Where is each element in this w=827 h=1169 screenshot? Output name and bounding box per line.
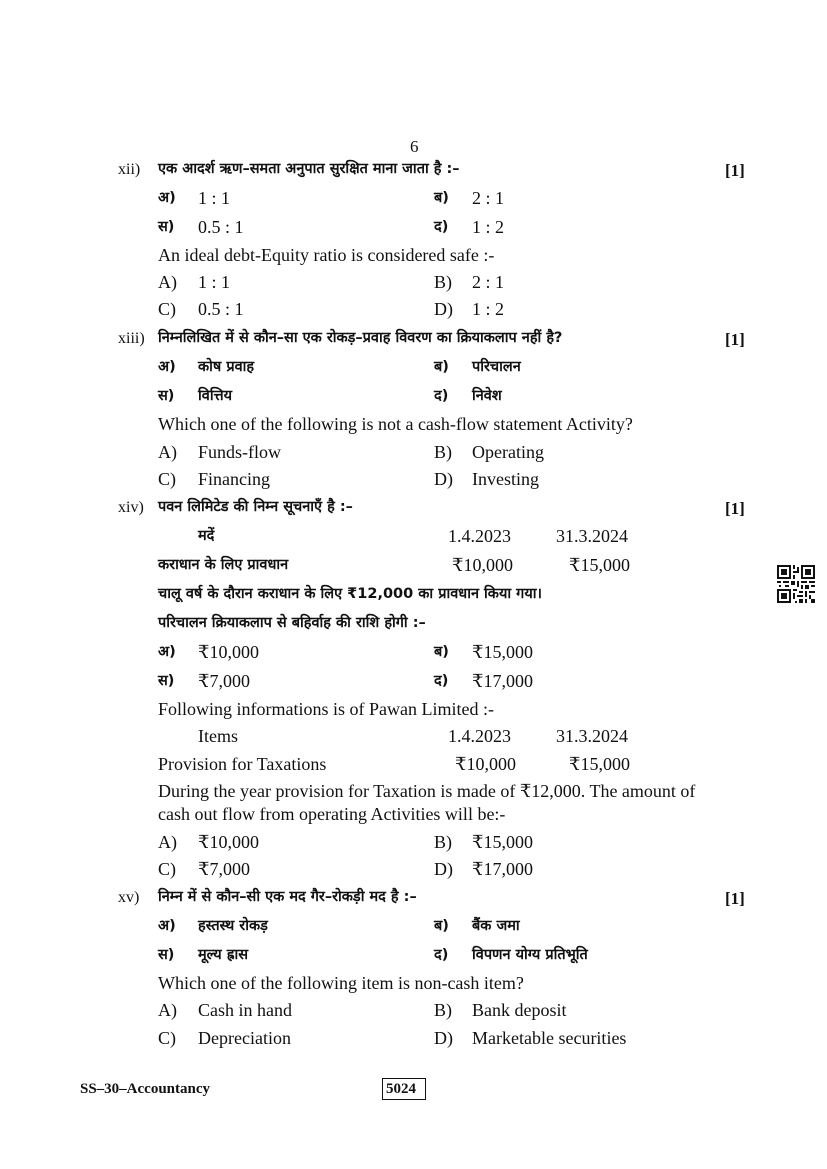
table-cell: ₹15,000	[569, 754, 630, 774]
option-text: 1 : 1	[198, 272, 231, 292]
question-xiii-english: Which one of the following is not a cash-flow statement Activity?	[158, 414, 633, 434]
option-text: कोष प्रवाह	[198, 359, 255, 375]
option-text: विपणन योग्य प्रतिभूति	[472, 947, 588, 963]
question-number-xiii: xiii)	[118, 330, 145, 347]
option-text: परिचालन	[472, 359, 521, 375]
option-text: 1 : 2	[472, 299, 505, 319]
marks-xii: [1]	[725, 161, 745, 180]
question-number-xii: xii)	[118, 161, 141, 178]
option-text: 1 : 1	[198, 188, 231, 208]
english-statement: cash out flow from operating Activities will be:-	[158, 804, 506, 824]
option-text: ₹17,000	[472, 671, 533, 691]
option-label: A)	[158, 832, 177, 852]
option-label: अ)	[158, 644, 176, 660]
option-text: ₹7,000	[198, 671, 250, 691]
option-label: द)	[434, 673, 449, 689]
option-text: ₹10,000	[198, 642, 259, 662]
option-label: B)	[434, 832, 452, 852]
option-text: 1 : 2	[472, 217, 505, 237]
option-label: अ)	[158, 918, 176, 934]
marks-xiii: [1]	[725, 330, 745, 349]
option-text: Depreciation	[198, 1028, 291, 1048]
question-xii-english: An ideal debt-Equity ratio is considered safe :-	[158, 245, 495, 265]
option-text: हस्तस्थ रोकड़	[198, 918, 268, 934]
option-label: ब)	[434, 359, 449, 375]
option-text: ₹7,000	[198, 859, 250, 879]
table-header-item: मदें	[198, 528, 215, 544]
option-text: Operating	[472, 442, 544, 462]
qr-code-icon	[777, 565, 815, 603]
question-xiv-english: Following informations is of Pawan Limited :-	[158, 699, 494, 719]
option-text: ₹10,000	[198, 832, 259, 852]
option-label: स)	[158, 673, 175, 689]
option-label: B)	[434, 442, 452, 462]
question-xv-english: Which one of the following item is non-cash item?	[158, 973, 524, 993]
marks-xv: [1]	[725, 889, 745, 908]
option-label: द)	[434, 947, 449, 963]
page-number: 6	[410, 137, 419, 156]
option-label: B)	[434, 1000, 452, 1020]
question-number-xiv: xiv)	[118, 499, 144, 516]
table-header-date: 1.4.2023	[448, 526, 511, 546]
option-label: द)	[434, 219, 449, 235]
option-label: A)	[158, 272, 177, 292]
table-row-item: Provision for Taxations	[158, 754, 327, 774]
question-number-xv: xv)	[118, 889, 140, 906]
option-text: 0.5 : 1	[198, 217, 244, 237]
table-header-date: 31.3.2024	[556, 726, 628, 746]
option-text: 2 : 1	[472, 188, 505, 208]
option-text: 0.5 : 1	[198, 299, 244, 319]
table-row-item: कराधान के लिए प्रावधान	[158, 557, 289, 573]
option-label: ब)	[434, 190, 449, 206]
option-label: C)	[158, 1028, 176, 1048]
option-text: मूल्य ह्रास	[198, 947, 249, 963]
option-label: A)	[158, 1000, 177, 1020]
hindi-statement: परिचालन क्रियाकलाप से बहिर्वाह की राशि होगी :–	[158, 615, 426, 631]
table-cell: ₹10,000	[452, 555, 513, 575]
table-header-date: 1.4.2023	[448, 726, 511, 746]
question-xv-hindi: निम्न में से कौन–सी एक मद गैर–रोकड़ी मद है :–	[158, 889, 417, 905]
footer-subject: SS–30–Accountancy	[80, 1081, 211, 1097]
option-text: वित्तिय	[198, 388, 233, 404]
option-text: निवेश	[472, 388, 502, 404]
option-label: ब)	[434, 644, 449, 660]
option-label: अ)	[158, 359, 176, 375]
option-label: स)	[158, 219, 175, 235]
option-text: Funds-flow	[198, 442, 282, 462]
english-statement: During the year provision for Taxation is made of ₹12,000. The amount of	[158, 781, 696, 801]
table-header-item: Items	[198, 726, 238, 746]
option-label: द)	[434, 388, 449, 404]
option-text: Bank deposit	[472, 1000, 567, 1020]
option-text: ₹15,000	[472, 832, 533, 852]
option-label: D)	[434, 859, 453, 879]
option-label: C)	[158, 299, 176, 319]
hindi-statement: चालू वर्ष के दौरान कराधान के लिए ₹12,000 का प्रावधान किया गया।	[158, 586, 542, 602]
option-label: D)	[434, 1028, 453, 1048]
option-label: स)	[158, 388, 175, 404]
option-text: Financing	[198, 469, 270, 489]
option-label: अ)	[158, 190, 176, 206]
question-xiv-hindi: पवन लिमिटेड की निम्न सूचनाएँ है :–	[158, 499, 353, 515]
option-text: Marketable securities	[472, 1028, 627, 1048]
option-text: बैंक जमा	[472, 918, 520, 934]
option-label: A)	[158, 442, 177, 462]
option-label: C)	[158, 859, 176, 879]
option-text: Investing	[472, 469, 539, 489]
option-text: Cash in hand	[198, 1000, 292, 1020]
marks-xiv: [1]	[725, 499, 745, 518]
question-xiii-hindi: निम्नलिखित में से कौन–सा एक रोकड़–प्रवाह विवरण का क्रियाकलाप नहीं है?	[158, 330, 563, 346]
table-cell: ₹15,000	[569, 555, 630, 575]
option-label: ब)	[434, 918, 449, 934]
option-label: D)	[434, 469, 453, 489]
option-text: ₹17,000	[472, 859, 533, 879]
option-label: स)	[158, 947, 175, 963]
option-label: D)	[434, 299, 453, 319]
option-label: C)	[158, 469, 176, 489]
table-cell: ₹10,000	[455, 754, 516, 774]
option-text: ₹15,000	[472, 642, 533, 662]
option-text: 2 : 1	[472, 272, 505, 292]
paper-code: 5024	[386, 1081, 416, 1097]
question-xii-hindi: एक आदर्श ऋण–समता अनुपात सुरक्षित माना जाता है :–	[158, 161, 460, 177]
table-header-date: 31.3.2024	[556, 526, 628, 546]
option-label: B)	[434, 272, 452, 292]
